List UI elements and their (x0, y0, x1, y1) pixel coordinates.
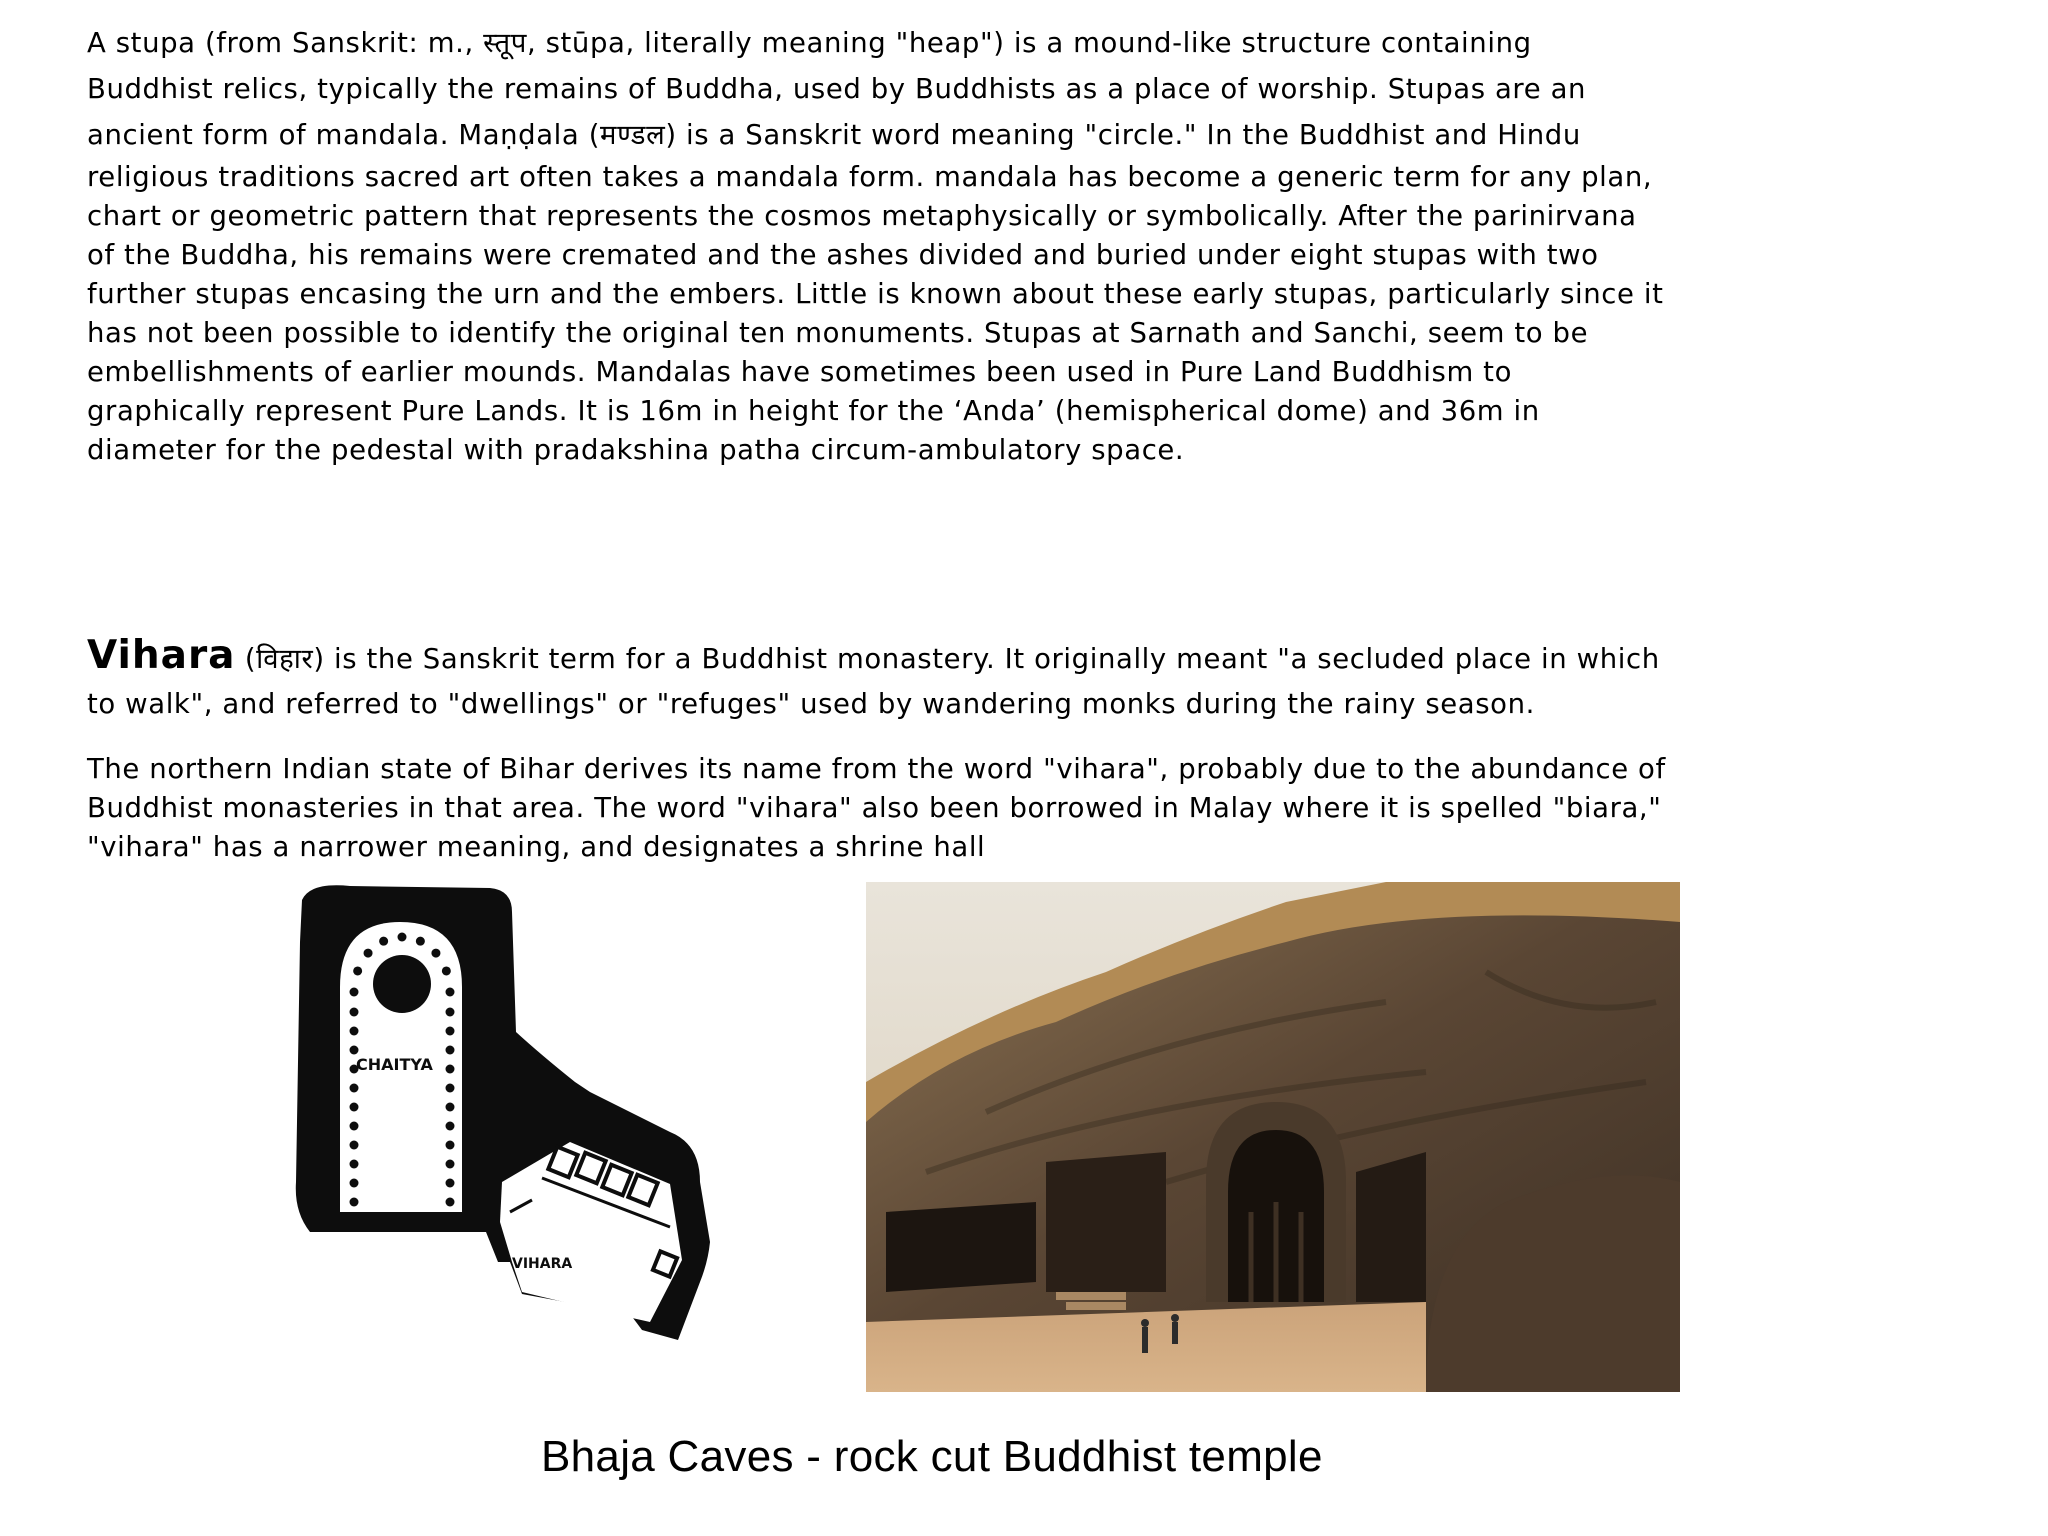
bihar-paragraph (87, 750, 1987, 867)
pillar-dot (446, 1008, 455, 1017)
pillar-dot (446, 1141, 455, 1150)
pillar-dot (446, 1103, 455, 1112)
vihara-label: VIHARA (512, 1256, 573, 1272)
bhaja-caves-image (866, 882, 1680, 1392)
vihara-heading: Vihara (87, 633, 236, 678)
vihara-line-text: (विहार) is the Sanskrit term for a Buddhist monastery. It originally meant "a secluded place in which (235, 643, 1660, 675)
pillar-dot (446, 1065, 455, 1074)
stupa-line: has not been possible to identify the original ten monuments. Stupas at Sarnath and Sanchi, seem to be (87, 317, 1589, 349)
pillar-dot (446, 1027, 455, 1036)
bhaja-caves-photo (866, 882, 1680, 1392)
vihara-paragraph (87, 632, 1987, 728)
pillar-dot (442, 966, 451, 975)
pillar-dot (446, 1198, 455, 1207)
pillar-dot (446, 1179, 455, 1188)
pillar-dot (350, 1160, 359, 1169)
pillar-dot (350, 1198, 359, 1207)
pillar-dot (350, 1179, 359, 1188)
pillar-dot (350, 1141, 359, 1150)
stupa-line: Buddhist relics, typically the remains of Buddha, used by Buddhists as a place of worship. Stupas are an (87, 73, 1587, 105)
stupa-paragraph (87, 20, 1987, 470)
photo-caption: Bhaja Caves - rock cut Buddhist temple (541, 1432, 1323, 1481)
stupa-line: ancient form of mandala. Maṇḍala (मण्डल) is a Sanskrit word meaning "circle." In the Buddhist and Hindu (87, 119, 1581, 151)
stupa-line: chart or geometric pattern that represents the cosmos metaphysically or symbolically. After the parinirvana (87, 200, 1637, 232)
pillar-dot (364, 949, 373, 958)
bihar-line: The northern Indian state of Bihar derives its name from the word "vihara", probably due to the abundance of (87, 753, 1666, 785)
vihara-line (87, 632, 1987, 680)
pillar-dot (350, 988, 359, 997)
pillar-dot (350, 1122, 359, 1131)
pillar-dot (416, 937, 425, 946)
stupa-line: of the Buddha, his remains were cremated and the ashes divided and buried under eight stupas with two (87, 239, 1599, 271)
floor-plan-drawing (290, 882, 720, 1352)
pillar-dot (353, 966, 362, 975)
pillar-dot (431, 949, 440, 958)
bihar-line: "vihara" has a narrower meaning, and designates a shrine hall (87, 831, 986, 863)
pillar-dot (379, 937, 388, 946)
stupa-line: graphically represent Pure Lands. It is 16m in height for the ‘Anda’ (hemispherical dome) and 36m in (87, 395, 1540, 427)
pillar-dot (350, 1008, 359, 1017)
pillar-dot (446, 1046, 455, 1055)
chaitya-label: CHAITYA (356, 1055, 433, 1074)
pillar-dot (350, 1027, 359, 1036)
stupa-line: A stupa (from Sanskrit: m., स्तूप, stūpa, literally meaning "heap") is a mound-like structure containing (87, 27, 1532, 59)
pillar-dot (350, 1103, 359, 1112)
pillar-dot (446, 1122, 455, 1131)
stupa-line: religious traditions sacred art often takes a mandala form. mandala has become a generic term for any plan, (87, 161, 1653, 193)
pillar-dot (398, 933, 407, 942)
pillar-dot (446, 1084, 455, 1093)
stupa-line: embellishments of earlier mounds. Mandalas have sometimes been used in Pure Land Buddhism to (87, 356, 1512, 388)
stupa-line: further stupas encasing the urn and the embers. Little is known about these early stupas, particularly since it (87, 278, 1664, 310)
pillar-dot (446, 1160, 455, 1169)
pillar-dot (350, 1046, 359, 1055)
chaitya-vihara-floor-plan (290, 882, 720, 1352)
vihara-line: to walk", and referred to "dwellings" or "refuges" used by wandering monks during the rainy season. (87, 688, 1535, 720)
bihar-line: Buddhist monasteries in that area. The word "vihara" also been borrowed in Malay where it is spelled "biara," (87, 792, 1662, 824)
pillar-dot (350, 1084, 359, 1093)
stupa-line: diameter for the pedestal with pradakshina patha circum-ambulatory space. (87, 434, 1185, 466)
pillar-dot (446, 988, 455, 997)
